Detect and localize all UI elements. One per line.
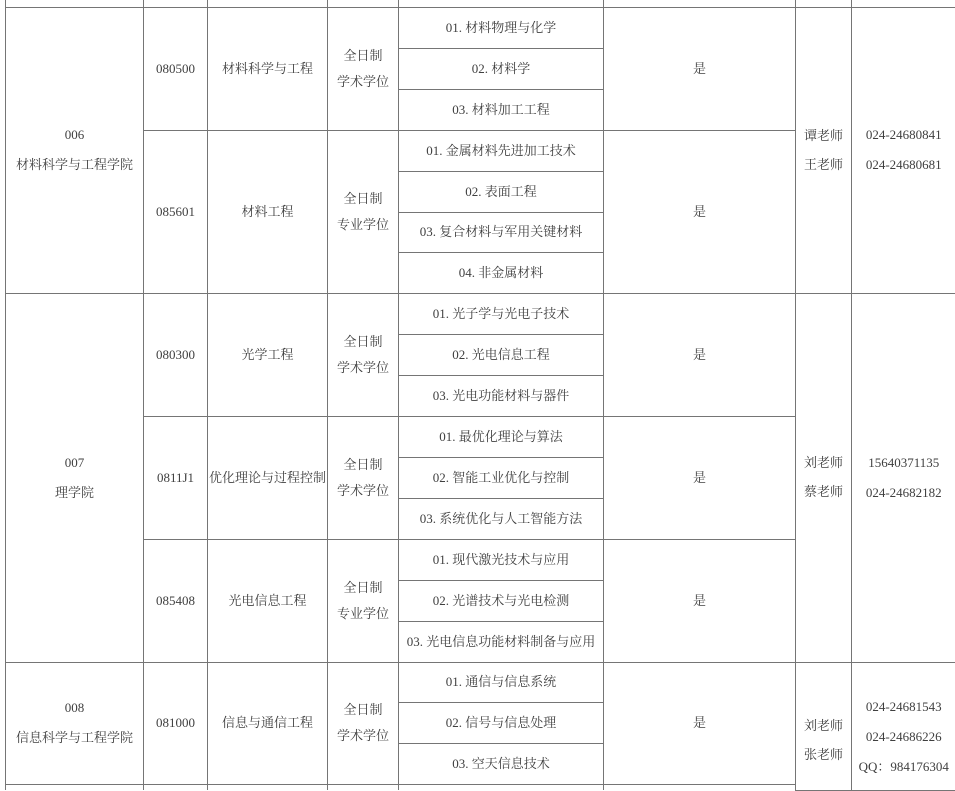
- major-name-cell: [208, 784, 328, 790]
- study-mode-line: 全日制: [328, 334, 398, 350]
- full-time-cell: 是: [604, 7, 796, 130]
- direction-cell: 02. 光电信息工程: [399, 334, 604, 375]
- teacher-name: 刘老师: [796, 455, 851, 471]
- phone-cell: [852, 293, 955, 662]
- contact-line: 024-24686226: [852, 729, 955, 745]
- study-mode-cell: [328, 7, 399, 130]
- major-code-cell: 085601: [144, 130, 208, 293]
- table-row: [6, 0, 955, 7]
- study-mode-cell: [328, 784, 399, 790]
- college-cell: [6, 662, 144, 784]
- college-code: 008: [6, 700, 143, 716]
- full-time-cell: [604, 784, 796, 790]
- table-row: [6, 293, 955, 334]
- study-mode-line: 专业学位: [328, 606, 398, 622]
- direction-cell: 02. 信号与信息处理: [399, 702, 604, 743]
- contact-line: 024-24680841: [852, 127, 955, 143]
- major-name-cell: 材料工程: [208, 130, 328, 293]
- college-name: 理学院: [6, 485, 143, 501]
- full-time-cell: [604, 0, 796, 7]
- phone-cell: [852, 7, 955, 293]
- direction-cell: [399, 0, 604, 7]
- full-time-cell: 是: [604, 293, 796, 416]
- direction-cell: 03. 光电功能材料与器件: [399, 375, 604, 416]
- major-code-cell: 0811J1: [144, 416, 208, 539]
- college-name: 信息科学与工程学院: [6, 730, 143, 746]
- college-code: 007: [6, 455, 143, 471]
- study-mode-line: 专业学位: [328, 217, 398, 233]
- teacher-cell: [796, 7, 852, 293]
- phone-cell: [852, 0, 955, 7]
- direction-cell: 01. 光子学与光电子技术: [399, 293, 604, 334]
- study-mode-cell: [328, 662, 399, 784]
- major-name-cell: [208, 0, 328, 7]
- direction-cell: 03. 复合材料与军用关键材料: [399, 212, 604, 252]
- college-cell: [6, 293, 144, 662]
- direction-cell: 03. 空天信息技术: [399, 743, 604, 784]
- teacher-name: 王老师: [796, 157, 851, 173]
- college-cell: [6, 7, 144, 293]
- study-mode-line: 全日制: [328, 702, 398, 718]
- direction-cell: 03. 光电信息功能材料制备与应用: [399, 621, 604, 662]
- contact-line: QQ：984176304: [852, 759, 955, 775]
- contact-line: 024-24680681: [852, 157, 955, 173]
- study-mode-line: 学术学位: [328, 74, 398, 90]
- major-name-cell: 光学工程: [208, 293, 328, 416]
- admissions-table: [5, 0, 955, 791]
- study-mode-cell: [328, 293, 399, 416]
- teacher-name: 张老师: [796, 747, 851, 763]
- study-mode-line: 学术学位: [328, 728, 398, 744]
- major-name-cell: 光电信息工程: [208, 539, 328, 662]
- direction-cell: 01. 金属材料先进加工技术: [399, 130, 604, 171]
- teacher-cell: [796, 662, 852, 790]
- direction-cell: 04. 非金属材料: [399, 252, 604, 293]
- college-cell: [6, 0, 144, 7]
- admissions-sheet: [5, 0, 955, 791]
- college-name: 材料科学与工程学院: [6, 157, 143, 173]
- direction-cell: 02. 光谱技术与光电检测: [399, 580, 604, 621]
- contact-line: 024-24681543: [852, 699, 955, 715]
- major-code-cell: [144, 784, 208, 790]
- study-mode-line: 全日制: [328, 191, 398, 207]
- direction-cell: 01. 材料物理与化学: [399, 7, 604, 48]
- major-code-cell: 081000: [144, 662, 208, 784]
- teacher-name: 蔡老师: [796, 484, 851, 500]
- study-mode-line: 全日制: [328, 580, 398, 596]
- direction-cell: 03. 系统优化与人工智能方法: [399, 498, 604, 539]
- contact-line: 024-24682182: [852, 485, 955, 501]
- major-name-cell: 信息与通信工程: [208, 662, 328, 784]
- direction-cell: 03. 材料加工工程: [399, 89, 604, 130]
- college-cell: [6, 784, 144, 790]
- study-mode-cell: [328, 0, 399, 7]
- direction-cell: 02. 智能工业优化与控制: [399, 457, 604, 498]
- direction-cell: 02. 材料学: [399, 48, 604, 89]
- study-mode-cell: [328, 539, 399, 662]
- direction-cell: 01. 最优化理论与算法: [399, 416, 604, 457]
- direction-cell: [399, 784, 604, 790]
- college-code: 006: [6, 127, 143, 143]
- direction-cell: 01. 通信与信息系统: [399, 662, 604, 702]
- full-time-cell: 是: [604, 416, 796, 539]
- major-code-cell: 080500: [144, 7, 208, 130]
- major-code-cell: 085408: [144, 539, 208, 662]
- full-time-cell: 是: [604, 662, 796, 784]
- major-code-cell: 080300: [144, 293, 208, 416]
- direction-cell: 02. 表面工程: [399, 171, 604, 212]
- full-time-cell: 是: [604, 130, 796, 293]
- full-time-cell: 是: [604, 539, 796, 662]
- study-mode-line: 学术学位: [328, 483, 398, 499]
- contact-line: 15640371135: [852, 455, 955, 471]
- study-mode-line: 全日制: [328, 48, 398, 64]
- major-name-cell: 材料科学与工程: [208, 7, 328, 130]
- teacher-name: 刘老师: [796, 718, 851, 734]
- table-row: [6, 662, 955, 702]
- study-mode-cell: [328, 130, 399, 293]
- major-name-cell: 优化理论与过程控制: [208, 416, 328, 539]
- teacher-cell: [796, 0, 852, 7]
- teacher-cell: [796, 293, 852, 662]
- teacher-name: 谭老师: [796, 128, 851, 144]
- phone-cell: [852, 662, 955, 790]
- direction-cell: 01. 现代激光技术与应用: [399, 539, 604, 580]
- study-mode-line: 学术学位: [328, 360, 398, 376]
- table-row: [6, 7, 955, 48]
- study-mode-line: 全日制: [328, 457, 398, 473]
- major-code-cell: [144, 0, 208, 7]
- study-mode-cell: [328, 416, 399, 539]
